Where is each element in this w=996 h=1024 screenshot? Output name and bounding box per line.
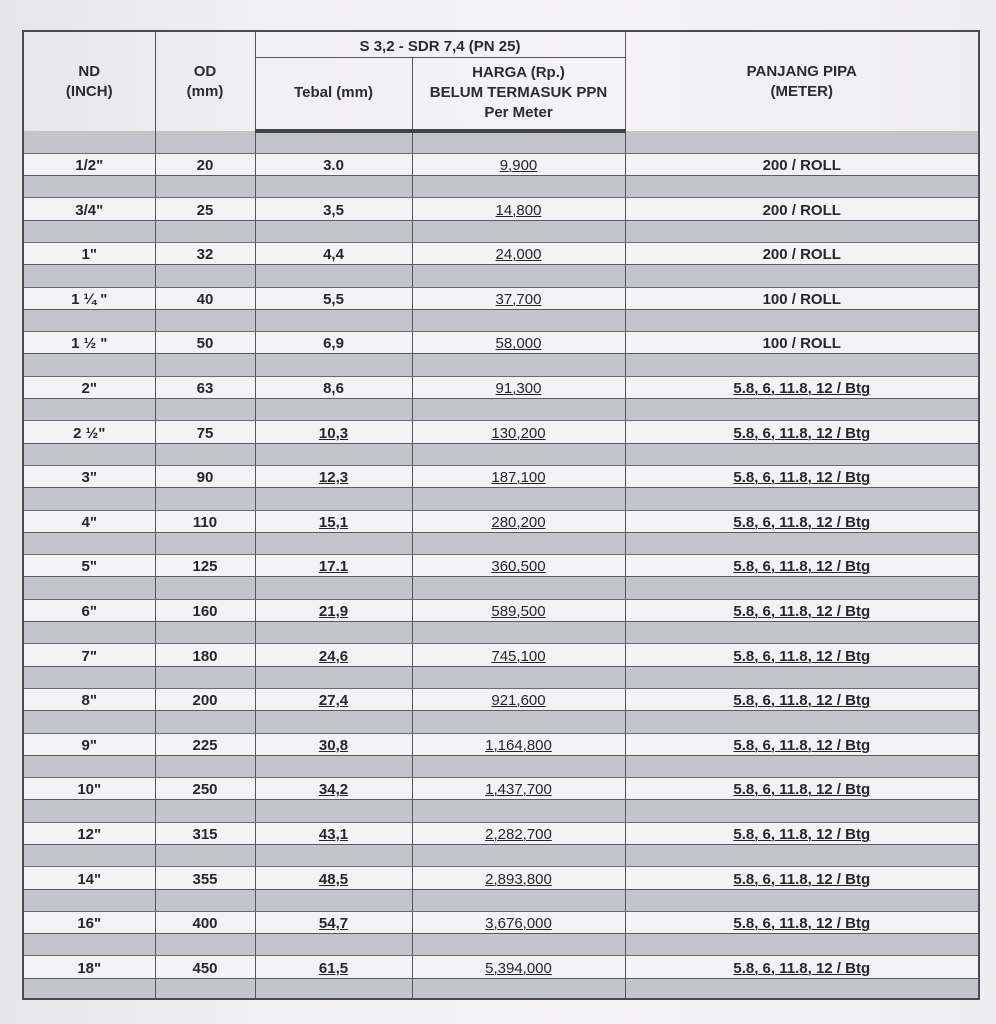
band-cell bbox=[155, 755, 255, 777]
cell-od: 50 bbox=[155, 332, 255, 354]
cell-od: 225 bbox=[155, 733, 255, 755]
cell-tebal: 54,7 bbox=[255, 911, 412, 933]
band-cell bbox=[255, 622, 412, 644]
cell-od: 40 bbox=[155, 287, 255, 309]
separator-band bbox=[23, 176, 979, 198]
cell-nd: 1 ½ " bbox=[23, 332, 155, 354]
band-cell bbox=[255, 488, 412, 510]
cell-panjang: 5.8, 6, 11.8, 12 / Btg bbox=[625, 956, 979, 978]
cell-panjang: 5.8, 6, 11.8, 12 / Btg bbox=[625, 421, 979, 443]
cell-panjang: 5.8, 6, 11.8, 12 / Btg bbox=[625, 778, 979, 800]
header-sdr-group: S 3,2 - SDR 7,4 (PN 25) bbox=[255, 31, 625, 57]
band-cell bbox=[412, 399, 625, 421]
band-cell bbox=[412, 354, 625, 376]
separator-band bbox=[23, 399, 979, 421]
cell-nd: 16" bbox=[23, 911, 155, 933]
pipe-price-table bbox=[22, 30, 980, 1000]
band-cell bbox=[255, 220, 412, 242]
table-row bbox=[23, 956, 979, 978]
band-cell bbox=[625, 265, 979, 287]
cell-nd: 4" bbox=[23, 510, 155, 532]
header-harga bbox=[412, 57, 625, 131]
cell-panjang: 200 / ROLL bbox=[625, 198, 979, 220]
cell-harga: 91,300 bbox=[412, 376, 625, 398]
cell-od: 20 bbox=[155, 153, 255, 175]
cell-panjang: 100 / ROLL bbox=[625, 287, 979, 309]
cell-od: 75 bbox=[155, 421, 255, 443]
table-row bbox=[23, 510, 979, 532]
cell-panjang: 5.8, 6, 11.8, 12 / Btg bbox=[625, 555, 979, 577]
band-cell bbox=[625, 443, 979, 465]
separator-band bbox=[23, 889, 979, 911]
cell-tebal: 3,5 bbox=[255, 198, 412, 220]
band-cell bbox=[412, 889, 625, 911]
cell-tebal: 27,4 bbox=[255, 688, 412, 710]
cell-nd: 12" bbox=[23, 822, 155, 844]
header-od-label: OD bbox=[193, 62, 217, 80]
cell-panjang: 5.8, 6, 11.8, 12 / Btg bbox=[625, 911, 979, 933]
cell-nd: 1" bbox=[23, 242, 155, 264]
cell-panjang: 5.8, 6, 11.8, 12 / Btg bbox=[625, 688, 979, 710]
table-row bbox=[23, 287, 979, 309]
band-cell bbox=[255, 845, 412, 867]
band-cell bbox=[625, 131, 979, 153]
cell-harga: 3,676,000 bbox=[412, 911, 625, 933]
band-cell bbox=[155, 622, 255, 644]
cell-tebal: 34,2 bbox=[255, 778, 412, 800]
band-cell bbox=[155, 443, 255, 465]
header-panjang-unit: (METER) bbox=[770, 83, 833, 100]
band-cell bbox=[625, 845, 979, 867]
band-cell bbox=[23, 176, 155, 198]
separator-band bbox=[23, 532, 979, 554]
band-cell bbox=[155, 354, 255, 376]
separator-band bbox=[23, 265, 979, 287]
band-cell bbox=[412, 131, 625, 153]
separator-band bbox=[23, 934, 979, 956]
band-cell bbox=[255, 978, 412, 999]
cell-harga: 58,000 bbox=[412, 332, 625, 354]
cell-harga: 130,200 bbox=[412, 421, 625, 443]
band-cell bbox=[255, 265, 412, 287]
cell-nd: 1 ¼ " bbox=[23, 287, 155, 309]
separator-band bbox=[23, 845, 979, 867]
separator-band bbox=[23, 622, 979, 644]
band-cell bbox=[255, 131, 412, 153]
cell-harga: 14,800 bbox=[412, 198, 625, 220]
band-cell bbox=[23, 265, 155, 287]
band-cell bbox=[23, 532, 155, 554]
cell-harga: 2,282,700 bbox=[412, 822, 625, 844]
cell-tebal: 30,8 bbox=[255, 733, 412, 755]
cell-tebal: 8,6 bbox=[255, 376, 412, 398]
cell-panjang: 5.8, 6, 11.8, 12 / Btg bbox=[625, 867, 979, 889]
table-row bbox=[23, 555, 979, 577]
cell-od: 315 bbox=[155, 822, 255, 844]
table-row bbox=[23, 153, 979, 175]
separator-band bbox=[23, 711, 979, 733]
band-cell bbox=[23, 488, 155, 510]
cell-panjang: 5.8, 6, 11.8, 12 / Btg bbox=[625, 599, 979, 621]
band-cell bbox=[412, 978, 625, 999]
cell-panjang: 200 / ROLL bbox=[625, 153, 979, 175]
table-row bbox=[23, 465, 979, 487]
band-cell bbox=[155, 265, 255, 287]
header-harga-note: BELUM TERMASUK PPN bbox=[429, 84, 608, 102]
separator-band bbox=[23, 131, 979, 153]
cell-od: 250 bbox=[155, 778, 255, 800]
cell-panjang: 5.8, 6, 11.8, 12 / Btg bbox=[625, 510, 979, 532]
cell-nd: 2 ½" bbox=[23, 421, 155, 443]
band-cell bbox=[155, 577, 255, 599]
table-row bbox=[23, 376, 979, 398]
cell-nd: 3/4" bbox=[23, 198, 155, 220]
table-row bbox=[23, 867, 979, 889]
cell-od: 160 bbox=[155, 599, 255, 621]
band-cell bbox=[155, 488, 255, 510]
band-cell bbox=[625, 755, 979, 777]
band-cell bbox=[625, 800, 979, 822]
band-cell bbox=[412, 220, 625, 242]
cell-harga: 745,100 bbox=[412, 644, 625, 666]
cell-tebal: 48,5 bbox=[255, 867, 412, 889]
band-cell bbox=[412, 176, 625, 198]
cell-harga: 589,500 bbox=[412, 599, 625, 621]
cell-nd: 14" bbox=[23, 867, 155, 889]
cell-nd: 2" bbox=[23, 376, 155, 398]
band-cell bbox=[23, 443, 155, 465]
cell-harga: 360,500 bbox=[412, 555, 625, 577]
cell-harga: 1,164,800 bbox=[412, 733, 625, 755]
header-panjang-label: PANJANG PIPA bbox=[746, 63, 857, 80]
band-cell bbox=[412, 265, 625, 287]
cell-harga: 2,893,800 bbox=[412, 867, 625, 889]
band-cell bbox=[23, 934, 155, 956]
band-cell bbox=[155, 131, 255, 153]
cell-od: 25 bbox=[155, 198, 255, 220]
band-cell bbox=[23, 354, 155, 376]
band-cell bbox=[412, 488, 625, 510]
band-cell bbox=[412, 666, 625, 688]
table-header bbox=[23, 31, 979, 131]
band-cell bbox=[23, 711, 155, 733]
band-cell bbox=[255, 399, 412, 421]
table-row bbox=[23, 599, 979, 621]
band-cell bbox=[255, 176, 412, 198]
separator-band bbox=[23, 354, 979, 376]
cell-nd: 18" bbox=[23, 956, 155, 978]
band-cell bbox=[23, 845, 155, 867]
band-cell bbox=[23, 131, 155, 153]
band-cell bbox=[412, 934, 625, 956]
separator-band bbox=[23, 666, 979, 688]
cell-harga: 921,600 bbox=[412, 688, 625, 710]
band-cell bbox=[155, 532, 255, 554]
header-panjang bbox=[625, 31, 979, 131]
cell-od: 32 bbox=[155, 242, 255, 264]
band-cell bbox=[155, 934, 255, 956]
cell-tebal: 6,9 bbox=[255, 332, 412, 354]
cell-panjang: 100 / ROLL bbox=[625, 332, 979, 354]
band-cell bbox=[412, 800, 625, 822]
separator-band bbox=[23, 309, 979, 331]
cell-tebal: 24,6 bbox=[255, 644, 412, 666]
band-cell bbox=[255, 443, 412, 465]
cell-nd: 6" bbox=[23, 599, 155, 621]
band-cell bbox=[625, 309, 979, 331]
band-cell bbox=[255, 354, 412, 376]
table-row bbox=[23, 644, 979, 666]
band-cell bbox=[255, 309, 412, 331]
band-cell bbox=[625, 176, 979, 198]
cell-tebal: 10,3 bbox=[255, 421, 412, 443]
cell-nd: 7" bbox=[23, 644, 155, 666]
band-cell bbox=[412, 577, 625, 599]
band-cell bbox=[412, 443, 625, 465]
header-od-unit: (mm) bbox=[186, 82, 224, 100]
cell-od: 110 bbox=[155, 510, 255, 532]
cell-nd: 5" bbox=[23, 555, 155, 577]
cell-harga: 1,437,700 bbox=[412, 778, 625, 800]
band-cell bbox=[23, 577, 155, 599]
band-cell bbox=[412, 845, 625, 867]
cell-od: 63 bbox=[155, 376, 255, 398]
table-row bbox=[23, 332, 979, 354]
cell-tebal: 61,5 bbox=[255, 956, 412, 978]
cell-panjang: 5.8, 6, 11.8, 12 / Btg bbox=[625, 644, 979, 666]
band-cell bbox=[155, 800, 255, 822]
band-cell bbox=[255, 532, 412, 554]
header-tebal: Tebal (mm) bbox=[255, 57, 412, 131]
cell-tebal: 17.1 bbox=[255, 555, 412, 577]
cell-harga: 187,100 bbox=[412, 465, 625, 487]
band-cell bbox=[412, 309, 625, 331]
cell-tebal: 12,3 bbox=[255, 465, 412, 487]
band-cell bbox=[155, 220, 255, 242]
band-cell bbox=[23, 800, 155, 822]
band-cell bbox=[255, 711, 412, 733]
band-cell bbox=[412, 532, 625, 554]
band-cell bbox=[625, 622, 979, 644]
cell-tebal: 3.0 bbox=[255, 153, 412, 175]
cell-od: 180 bbox=[155, 644, 255, 666]
band-cell bbox=[155, 399, 255, 421]
separator-band bbox=[23, 577, 979, 599]
cell-panjang: 5.8, 6, 11.8, 12 / Btg bbox=[625, 376, 979, 398]
band-cell bbox=[155, 978, 255, 999]
cell-panjang: 5.8, 6, 11.8, 12 / Btg bbox=[625, 822, 979, 844]
band-cell bbox=[23, 889, 155, 911]
band-cell bbox=[23, 622, 155, 644]
band-cell bbox=[625, 577, 979, 599]
band-cell bbox=[23, 666, 155, 688]
separator-band bbox=[23, 978, 979, 999]
table-row bbox=[23, 421, 979, 443]
cell-tebal: 43,1 bbox=[255, 822, 412, 844]
cell-od: 400 bbox=[155, 911, 255, 933]
band-cell bbox=[625, 399, 979, 421]
band-cell bbox=[625, 666, 979, 688]
band-cell bbox=[625, 889, 979, 911]
table-body bbox=[23, 131, 979, 999]
cell-harga: 5,394,000 bbox=[412, 956, 625, 978]
band-cell bbox=[625, 488, 979, 510]
cell-od: 200 bbox=[155, 688, 255, 710]
band-cell bbox=[625, 978, 979, 999]
band-cell bbox=[625, 354, 979, 376]
band-cell bbox=[625, 220, 979, 242]
cell-panjang: 5.8, 6, 11.8, 12 / Btg bbox=[625, 733, 979, 755]
header-od bbox=[155, 31, 255, 131]
cell-harga: 9,900 bbox=[412, 153, 625, 175]
cell-harga: 280,200 bbox=[412, 510, 625, 532]
cell-nd: 8" bbox=[23, 688, 155, 710]
cell-panjang: 200 / ROLL bbox=[625, 242, 979, 264]
cell-tebal: 21,9 bbox=[255, 599, 412, 621]
cell-tebal: 4,4 bbox=[255, 242, 412, 264]
table-row bbox=[23, 688, 979, 710]
band-cell bbox=[255, 934, 412, 956]
band-cell bbox=[255, 577, 412, 599]
band-cell bbox=[625, 934, 979, 956]
table-row bbox=[23, 198, 979, 220]
cell-harga: 24,000 bbox=[412, 242, 625, 264]
band-cell bbox=[625, 711, 979, 733]
table-row bbox=[23, 778, 979, 800]
band-cell bbox=[412, 755, 625, 777]
band-cell bbox=[155, 845, 255, 867]
header-nd-label: ND bbox=[78, 62, 101, 80]
band-cell bbox=[23, 755, 155, 777]
header-nd bbox=[23, 31, 155, 131]
cell-nd: 9" bbox=[23, 733, 155, 755]
table-row bbox=[23, 242, 979, 264]
band-cell bbox=[155, 889, 255, 911]
cell-od: 355 bbox=[155, 867, 255, 889]
cell-harga: 37,700 bbox=[412, 287, 625, 309]
cell-nd: 10" bbox=[23, 778, 155, 800]
band-cell bbox=[412, 711, 625, 733]
band-cell bbox=[255, 666, 412, 688]
band-cell bbox=[155, 711, 255, 733]
band-cell bbox=[255, 889, 412, 911]
cell-nd: 3" bbox=[23, 465, 155, 487]
band-cell bbox=[155, 666, 255, 688]
separator-band bbox=[23, 443, 979, 465]
band-cell bbox=[412, 622, 625, 644]
cell-od: 450 bbox=[155, 956, 255, 978]
cell-panjang: 5.8, 6, 11.8, 12 / Btg bbox=[625, 465, 979, 487]
separator-band bbox=[23, 488, 979, 510]
cell-tebal: 15,1 bbox=[255, 510, 412, 532]
band-cell bbox=[155, 176, 255, 198]
band-cell bbox=[255, 800, 412, 822]
table-row bbox=[23, 733, 979, 755]
header-harga-unit: Per Meter bbox=[484, 104, 553, 122]
separator-band bbox=[23, 220, 979, 242]
band-cell bbox=[23, 399, 155, 421]
band-cell bbox=[23, 978, 155, 999]
cell-tebal: 5,5 bbox=[255, 287, 412, 309]
band-cell bbox=[23, 309, 155, 331]
header-nd-unit: (INCH) bbox=[65, 82, 113, 100]
cell-nd: 1/2" bbox=[23, 153, 155, 175]
separator-band bbox=[23, 800, 979, 822]
table-row bbox=[23, 911, 979, 933]
header-harga-label: HARGA (Rp.) bbox=[472, 64, 565, 82]
separator-band bbox=[23, 755, 979, 777]
table-row bbox=[23, 822, 979, 844]
band-cell bbox=[255, 755, 412, 777]
cell-od: 90 bbox=[155, 465, 255, 487]
band-cell bbox=[155, 309, 255, 331]
cell-od: 125 bbox=[155, 555, 255, 577]
band-cell bbox=[625, 532, 979, 554]
band-cell bbox=[23, 220, 155, 242]
